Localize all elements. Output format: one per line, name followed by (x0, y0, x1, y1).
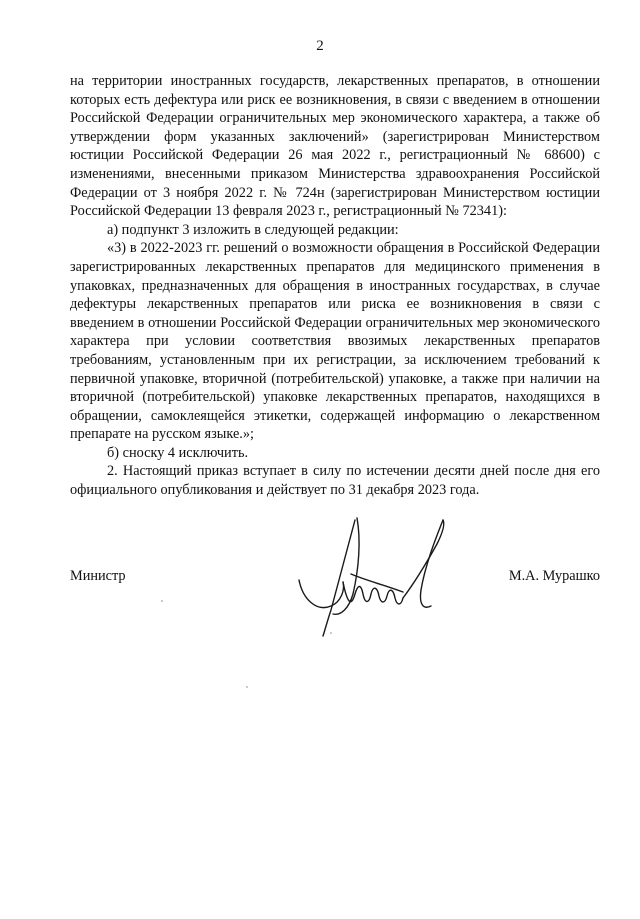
signatory-title: Министр (70, 568, 126, 584)
page-number: 2 (316, 38, 324, 54)
scan-speck (161, 600, 163, 602)
paragraph-quoted-subpoint-3: «3) в 2022-2023 гг. решений о возможности обращения в Российской Федерации зарегистрированных лекарственных препаратов для медицинского применения в упаковках, предназначенных для обращения в иностранных государствах, в случае дефектуры лекарственных препаратов или риска ее возникновения в связи с введением в отношении Российской Федерации ограничительных мер экономического характера при условии соответствия ввозимых лекарственных препаратов требованиям, установленным при их регистрации, за исключением требований к первичной упаковке, вторичной (потребительской) упаковке, а также при наличии на вторичной (потребительской) упаковке лекарственных препаратов, находящихся в обращении, самоклеящейся этикетки, содержащей информацию о лекарственном препарате на русском языке.»; (70, 240, 600, 443)
paragraph-point-2: 2. Настоящий приказ вступает в силу по истечении десяти дней после дня его официального опубликования и действует по 31 декабря 2023 года. (70, 463, 600, 499)
scan-speck (246, 686, 248, 688)
paragraph-intro-continuation: на территории иностранных государств, лекарственных препаратов, в отношении которых есть дефектура или риск ее возникновения, в связи с введением в отношении Российской Федерации ограничительных мер экономического характера, а также об утверждении форм указанных заключений» (зарегистрирован Министерством юстиции Российской Федерации 26 мая 2022 г., регистрационный № 68600) с изменениями, внесенными приказом Министерства здравоохранения Российской Федерации от 3 ноября 2022 г. № 724н (зарегистрирован Министерством юстиции Российской Федерации 13 февраля 2023 г., регистрационный № 72341): (70, 73, 600, 220)
document-body (70, 72, 600, 500)
signatory-name: М.А. Мурашко (508, 568, 600, 584)
paragraph-item-b: б) сноску 4 исключить. (107, 444, 249, 461)
signature-block (70, 568, 600, 648)
scan-speck (330, 632, 332, 634)
handwritten-signature (295, 510, 525, 640)
paragraph-item-a: а) подпункт 3 изложить в следующей редакции: (107, 221, 399, 238)
